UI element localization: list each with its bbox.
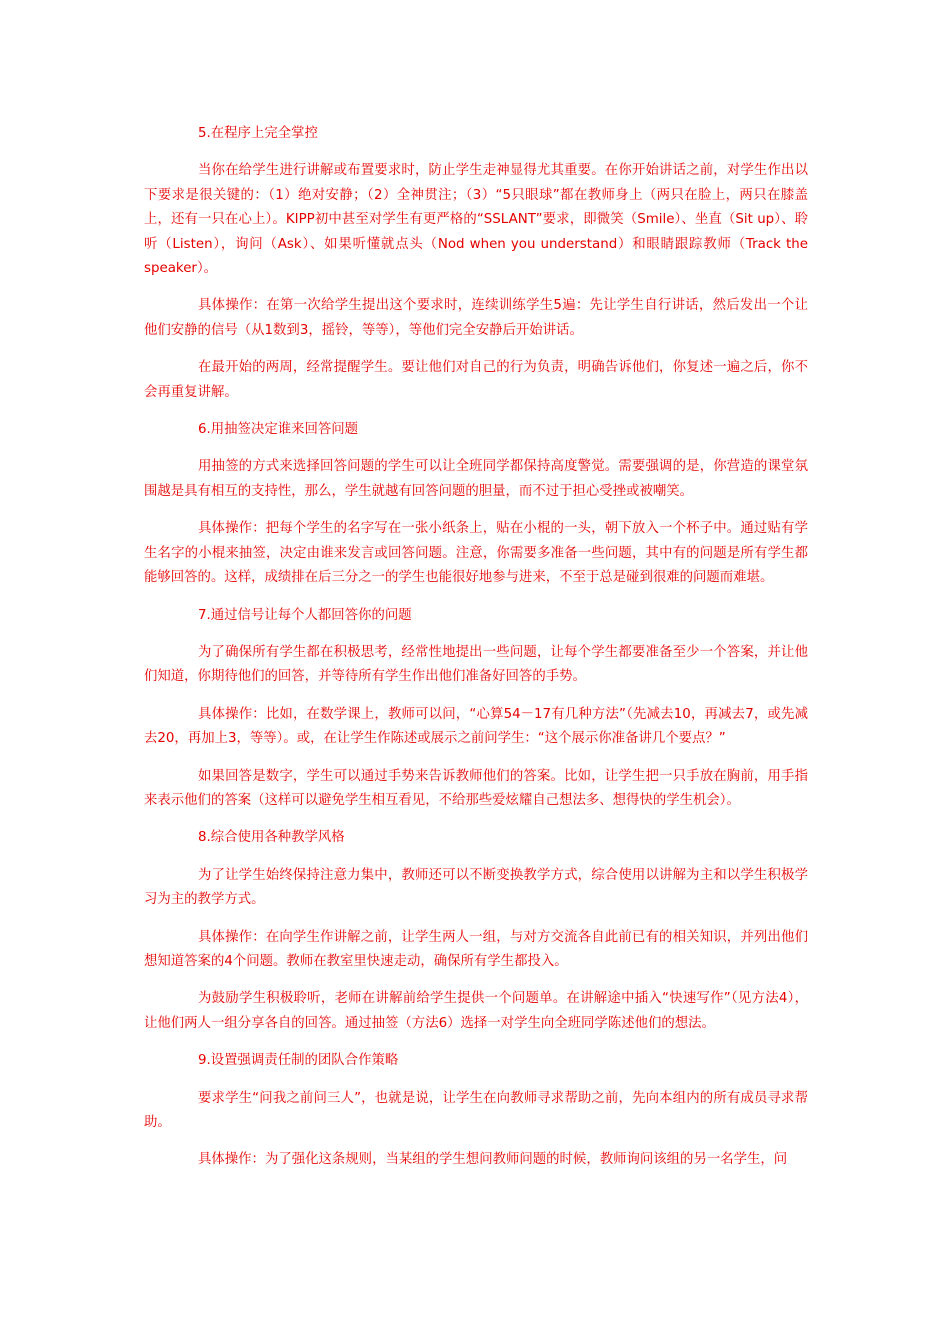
paragraph: 为鼓励学生积极聆听，老师在讲解前给学生提供一个问题单。在讲解途中插入“快速写作”（见方法4），让他们两人一组分享各自的回答。通过抽签（方法6）选择一对学生向全班同学陈述他们的想法。 bbox=[144, 991, 808, 1031]
section-heading: 5.在程序上完全掌控 bbox=[198, 126, 318, 141]
paragraph: 在最开始的两周，经常提醒学生。要让他们对自己的行为负责，明确告诉他们，你复述一遍之后，你不会再重复讲解。 bbox=[144, 360, 808, 400]
section-9 bbox=[144, 1049, 808, 1173]
paragraph: 具体操作：为了强化这条规则，当某组的学生想问教师问题的时候，教师询问该组的另一名学生，问 bbox=[198, 1152, 788, 1168]
paragraph: 当你在给学生进行讲解或布置要求时，防止学生走神显得尤其重要。在你开始讲话之前，对学生作出以下要求是很关键的：（1）绝对安静；（2）全神贯注；（3）“5只眼球”都在教师身上（两只在脸上，两只在膝盖上，还有一只在心上）。KIPP初中甚至对学生有更严格的“SSLANT”要求，即微笑（Smile）、坐直（Sit up）、聆听（Listen），询问（Ask）、如果听懂就点头（Nod when you understand）和眼睛跟踪教师（Track the speaker）。 bbox=[144, 163, 808, 277]
paragraph: 要求学生“问我之前问三人”，也就是说，让学生在向教师寻求帮助之前，先向本组内的所有成员寻求帮助。 bbox=[144, 1090, 808, 1130]
document-page bbox=[144, 122, 808, 1186]
paragraph: 具体操作：在向学生作讲解之前，让学生两人一组，与对方交流各自此前已有的相关知识，并列出他们想知道答案的4个问题。教师在教室里快速走动，确保所有学生都投入。 bbox=[144, 929, 808, 969]
section-heading: 8.综合使用各种教学风格 bbox=[198, 830, 345, 846]
section-5 bbox=[144, 122, 808, 405]
section-heading: 7.通过信号让每个人都回答你的问题 bbox=[198, 607, 412, 623]
section-8 bbox=[144, 826, 808, 1036]
paragraph: 具体操作：把每个学生的名字写在一张小纸条上，贴在小棍的一头，朝下放入一个杯子中。通过贴有学生名字的小棍来抽签，决定由谁来发言或回答问题。注意，你需要多准备一些问题，其中有的问题是所有学生都能够回答的。这样，成绩排在后三分之一的学生也能很好地参与进来，不至于总是碰到很难的问题而难堪。 bbox=[144, 521, 808, 586]
paragraph: 如果回答是数字，学生可以通过手势来告诉教师他们的答案。比如，让学生把一只手放在胸前，用手指来表示他们的答案（这样可以避免学生相互看见，不给那些爱炫耀自己想法多、想得快的学生机会）。 bbox=[144, 768, 808, 808]
section-heading: 6.用抽签决定谁来回答问题 bbox=[198, 422, 359, 438]
paragraph: 具体操作：比如，在数学课上，教师可以问，“心算54－17有几种方法”（先减去10，再减去7，或先减去20，再加上3，等等）。或，在让学生作陈述或展示之前问学生：“这个展示你准备讲几个要点？” bbox=[144, 706, 808, 747]
paragraph: 为了确保所有学生都在积极思考，经常性地提出一些问题，让每个学生都要准备至少一个答案，并让他们知道，你期待他们的回答，并等待所有学生作出他们准备好回答的手势。 bbox=[144, 644, 808, 685]
section-6 bbox=[144, 418, 808, 590]
section-heading: 9.设置强调责任制的团队合作策略 bbox=[198, 1053, 399, 1069]
paragraph: 具体操作：在第一次给学生提出这个要求时，连续训练学生5遍：先让学生自行讲话，然后发出一个让他们安静的信号（从1数到3，摇铃，等等），等他们完全安静后开始讲话。 bbox=[144, 298, 808, 338]
section-7 bbox=[144, 604, 808, 814]
paragraph: 为了让学生始终保持注意力集中，教师还可以不断变换教学方式，综合使用以讲解为主和以学生积极学习为主的教学方式。 bbox=[144, 867, 808, 908]
paragraph: 用抽签的方式来选择回答问题的学生可以让全班同学都保持高度警觉。需要强调的是，你营造的课堂氛围越是具有相互的支持性，那么，学生就越有回答问题的胆量，而不过于担心受挫或被嘲笑。 bbox=[144, 459, 808, 499]
